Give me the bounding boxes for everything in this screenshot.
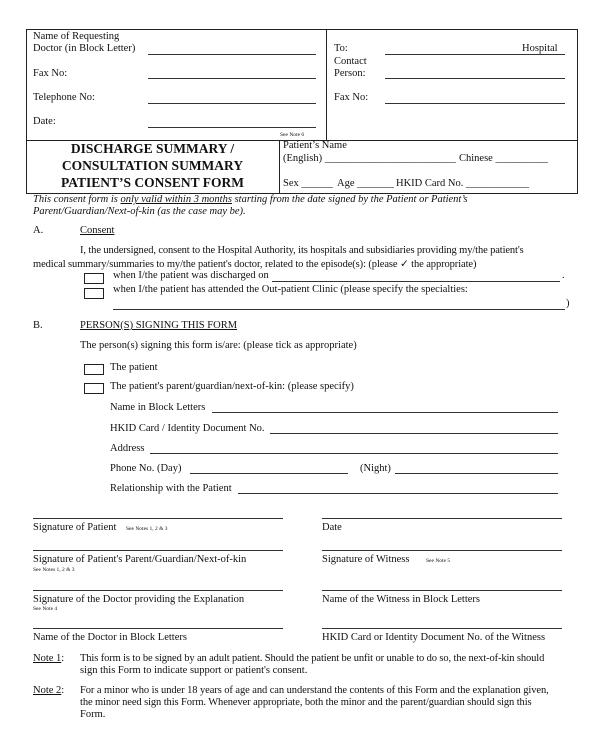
date-field[interactable] (148, 127, 316, 128)
sig-patient-label: Signature of Patient (33, 522, 117, 533)
validity-line1: This consent form is only valid within 3 months starting from the date signed by the Patient or Patient’s (33, 194, 468, 205)
name-label-2: Doctor (in Block Letter) (33, 43, 136, 54)
form-title-line1: DISCHARGE SUMMARY / (70, 141, 235, 156)
witness-name-label: Name of the Witness in Block Letters (322, 594, 481, 605)
discharged-option-label: when I/the patient was discharged on (113, 270, 269, 281)
sig-parent-label: Signature of Patient's Parent/Guardian/Next-of-kin (33, 554, 247, 565)
section-b-heading: PERSON(S) SIGNING THIS FORM (80, 320, 238, 331)
sig-witness-note: See Note 5 (426, 558, 451, 564)
parent-checkbox[interactable] (84, 383, 104, 394)
id-doc-field[interactable] (270, 433, 558, 434)
sig-doctor-note: See Note 4 (33, 606, 58, 612)
telephone-field[interactable] (148, 103, 316, 104)
sig-parent-line[interactable] (33, 550, 283, 551)
note2-line1: For a minor who is under 18 years of age and can understand the contents of this Form and the explanation given, (80, 685, 549, 696)
sig-date-label: Date (322, 522, 342, 533)
relationship-field[interactable] (238, 493, 558, 494)
form-title-line3: PATIENT’S CONSENT FORM (60, 175, 245, 190)
note1-line2: sign this Form to indicate support or patient's consent. (80, 665, 308, 676)
header-right-border (577, 29, 578, 140)
address-field[interactable] (150, 453, 558, 454)
hkid-field[interactable]: HKID Card No. ____________ (396, 178, 529, 189)
relationship-label: Relationship with the Patient (110, 483, 232, 494)
consent-text-line2: medical summary/summaries to my/the patient's doctor, related to the episode(s): (please ✓ the appropriate) (33, 259, 477, 270)
fax-label: Fax No: (33, 68, 68, 79)
patient-checkbox[interactable] (84, 364, 104, 375)
signer-intro: The person(s) signing this form is/are: (please tick as appropriate) (80, 340, 357, 351)
witness-name-line[interactable] (322, 590, 562, 591)
phone-night-label: (Night) (360, 463, 391, 474)
block-name-field[interactable] (212, 412, 558, 413)
doctor-name-field[interactable] (148, 54, 316, 55)
contact-label-1: Contact (334, 56, 367, 67)
outpatient-checkbox[interactable] (84, 288, 104, 299)
sig-patient-line[interactable] (33, 518, 283, 519)
witness-hkid-line[interactable] (322, 628, 562, 629)
see-note-6: See Note 6 (280, 132, 305, 138)
note2-line2: the minor need sign this Form. Whenever appropriate, both the minor and the parent/guardian should sign this (80, 697, 532, 708)
form-title-line2: CONSULTATION SUMMARY (61, 158, 244, 173)
section-a-letter: A. (33, 225, 44, 236)
parent-option-label: The patient's parent/guardian/next-of-kin: (please specify) (110, 381, 354, 392)
fax-label-right: Fax No: (334, 92, 369, 103)
block-name-label: Name in Block Letters (110, 402, 206, 413)
note2-label: Note 2: (33, 685, 65, 696)
section-a-heading: Consent (80, 225, 115, 236)
consent-text-line1: I, the undersigned, consent to the Hospital Authority, its hospitals and subsidiaries providing my/the patient's (80, 245, 524, 256)
telephone-label: Telephone No: (33, 92, 95, 103)
phone-day-field[interactable] (190, 473, 348, 474)
witness-hkid-label: HKID Card or Identity Document No. of the Witness (322, 632, 546, 643)
english-name-field[interactable]: (English) _________________________ (283, 153, 456, 164)
chinese-name-field[interactable]: Chinese __________ (459, 153, 548, 164)
patient-name-label: Patient’s Name (283, 140, 347, 151)
date-line[interactable] (322, 518, 562, 519)
sig-doctor-line[interactable] (33, 590, 283, 591)
sig-witness-label: Signature of Witness (322, 554, 410, 565)
fax-field[interactable] (148, 78, 316, 79)
header-top-border (26, 29, 578, 30)
name-label-1: Name of Requesting (33, 31, 120, 42)
hospital-field[interactable] (385, 54, 565, 55)
section-b-letter: B. (33, 320, 43, 331)
validity-line2: Parent/Guardian/Next-of-kin (as the case may be). (33, 206, 246, 217)
header-left-border (26, 29, 27, 140)
specialties-close-paren: ) (566, 298, 570, 309)
patient-option-label: The patient (110, 362, 158, 373)
sig-patient-note: See Notes 1, 2 & 3 (126, 526, 168, 532)
discharge-date-field[interactable] (272, 281, 560, 282)
sig-doctor-label: Signature of the Doctor providing the Explanation (33, 594, 245, 605)
sig-parent-note: See Notes 1, 2 & 3 (33, 567, 75, 573)
outpatient-option-label: when I/the patient has attended the Out-patient Clinic (please specify the specialties: (113, 284, 468, 295)
phone-night-field[interactable] (395, 473, 558, 474)
header-divider (326, 29, 327, 140)
note1-line1: This form is to be signed by an adult patient. Should the patient be unfit or unable to do so, the next-of-kin should (80, 653, 545, 664)
title-divider (279, 140, 280, 193)
date-label: Date: (33, 116, 56, 127)
sex-field[interactable]: Sex ______ (283, 178, 333, 189)
hospital-label: Hospital (522, 43, 558, 54)
doctor-name-label: Name of the Doctor in Block Letters (33, 632, 187, 643)
fax-right-field[interactable] (385, 103, 565, 104)
sig-witness-line[interactable] (322, 550, 562, 551)
contact-label-2: Person: (334, 68, 366, 79)
id-doc-label: HKID Card / Identity Document No. (110, 423, 265, 434)
discharged-checkbox[interactable] (84, 273, 104, 284)
discharged-period: . (562, 270, 565, 281)
note1-label: Note 1: (33, 653, 65, 664)
phone-day-label: Phone No. (Day) (110, 463, 182, 474)
doctor-name-line[interactable] (33, 628, 283, 629)
note2-line3: Form. (80, 709, 106, 720)
age-field[interactable]: Age _______ (337, 178, 394, 189)
contact-field[interactable] (385, 78, 565, 79)
to-label: To: (334, 43, 348, 54)
specialties-field[interactable] (113, 309, 565, 310)
title-right-border (577, 140, 578, 193)
address-label: Address (110, 443, 145, 454)
